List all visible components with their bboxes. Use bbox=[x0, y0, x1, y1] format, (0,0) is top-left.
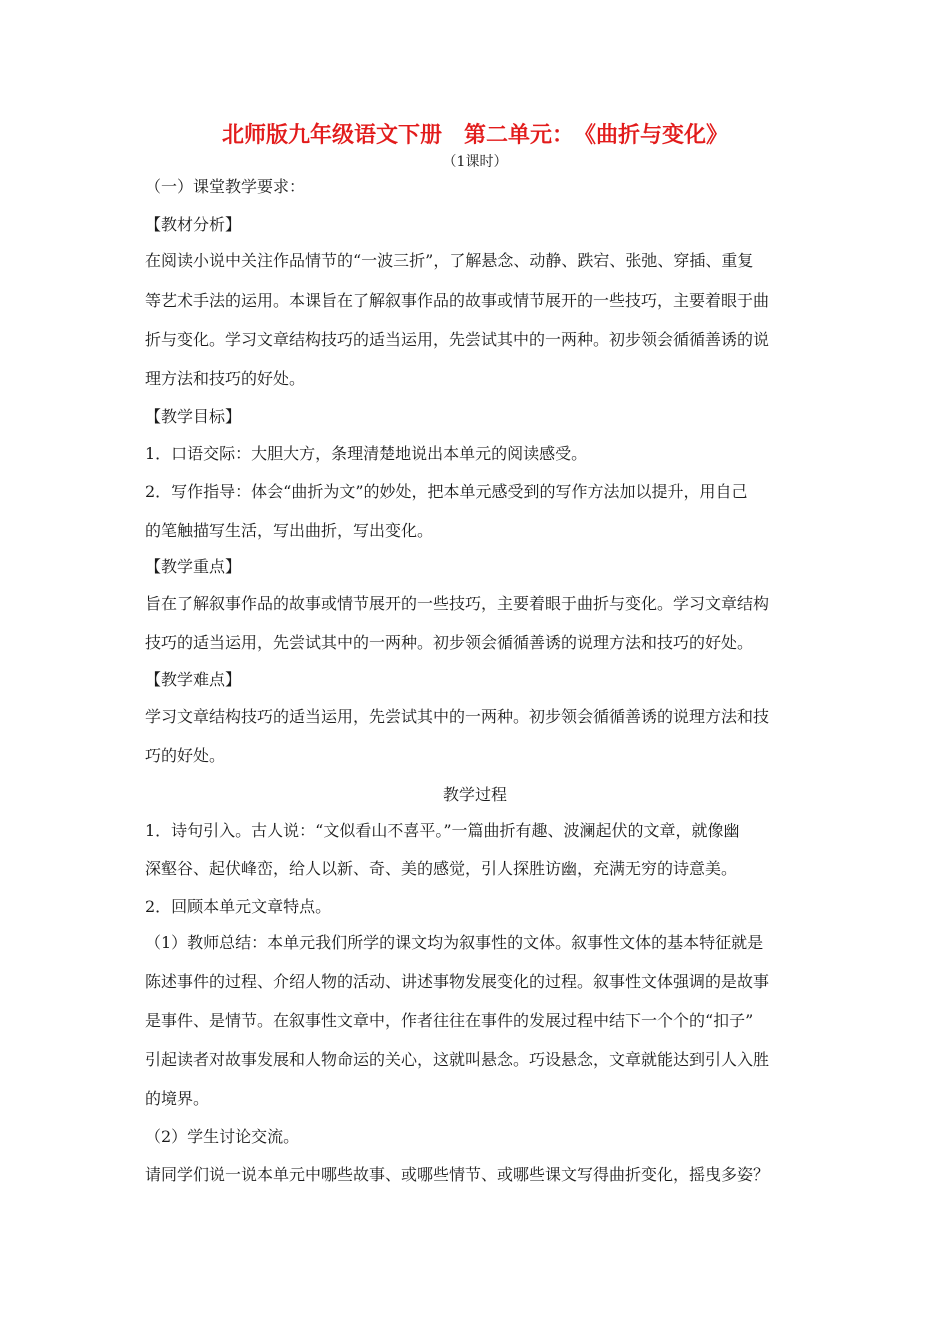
paragraph-line: 在阅读小说中关注作品情节的“一波三折”，了解悬念、动静、跌宕、张弛、穿插、重复 bbox=[145, 251, 754, 270]
section-heading: （一）课堂教学要求： bbox=[145, 177, 306, 196]
paragraph-line: 的笔触描写生活，写出曲折，写出变化。 bbox=[145, 521, 434, 540]
bracket-heading: 【教学目标】 bbox=[145, 407, 242, 426]
paragraph-line: 2．写作指导：体会“曲折为文”的妙处，把本单元感受到的写作方法加以提升，用自己 bbox=[145, 482, 748, 501]
bracket-heading: 【教学重点】 bbox=[145, 557, 242, 576]
paragraph-line: 的境界。 bbox=[145, 1089, 210, 1108]
paragraph-line: 深壑谷、起伏峰峦，给人以新、奇、美的感觉，引人探胜访幽，充满无穷的诗意美。 bbox=[145, 859, 738, 878]
document-title: 北师版九年级语文下册 第二单元： 《曲折与变化》 bbox=[221, 123, 728, 148]
paragraph-line: 2．回顾本单元文章特点。 bbox=[145, 897, 332, 916]
process-heading: 教学过程 bbox=[442, 785, 507, 804]
paragraph-line: 折与变化。学习文章结构技巧的适当运用，先尝试其中的一两种。初步领会循循善诱的说 bbox=[145, 330, 770, 349]
paragraph-line: 陈述事件的过程、介绍人物的活动、讲述事物发展变化的过程。叙事性文体强调的是故事 bbox=[145, 972, 770, 991]
paragraph-line: 技巧的适当运用，先尝试其中的一两种。初步领会循循善诱的说理方法和技巧的好处。 bbox=[145, 633, 754, 652]
paragraph-line: 巧的好处。 bbox=[145, 746, 226, 765]
paragraph-line: 引起读者对故事发展和人物命运的关心，这就叫悬念。巧设悬念，文章就能达到引人入胜 bbox=[145, 1050, 770, 1069]
paragraph-line: 请同学们说一说本单元中哪些故事、或哪些情节、或哪些课文写得曲折变化，摇曳多姿？ bbox=[145, 1165, 770, 1184]
paragraph-line: 是事件、是情节。在叙事性文章中，作者往往在事件的发展过程中结下一个个的“扣子” bbox=[145, 1011, 754, 1030]
paragraph-line: 1．诗句引入。古人说：“文似看山不喜平。”一篇曲折有趣、波澜起伏的文章，就像幽 bbox=[145, 821, 740, 840]
paragraph-line: 等艺术手法的运用。本课旨在了解叙事作品的故事或情节展开的一些技巧，主要着眼于曲 bbox=[145, 291, 770, 310]
bracket-heading: 【教学难点】 bbox=[145, 670, 242, 689]
bracket-heading: 【教材分析】 bbox=[145, 215, 242, 234]
paragraph-line: 旨在了解叙事作品的故事或情节展开的一些技巧，主要着眼于曲折与变化。学习文章结构 bbox=[145, 594, 770, 613]
document-subtitle: （1课时） bbox=[442, 154, 508, 170]
paragraph-line: 1．口语交际：大胆大方，条理清楚地说出本单元的阅读感受。 bbox=[145, 444, 588, 463]
paragraph-line: （2）学生讨论交流。 bbox=[145, 1127, 300, 1146]
paragraph-line: 学习文章结构技巧的适当运用，先尝试其中的一两种。初步领会循循善诱的说理方法和技 bbox=[145, 707, 770, 726]
paragraph-line: 理方法和技巧的好处。 bbox=[145, 369, 306, 388]
paragraph-line: （1）教师总结：本单元我们所学的课文均为叙事性的文体。叙事性文体的基本特征就是 bbox=[145, 933, 764, 952]
